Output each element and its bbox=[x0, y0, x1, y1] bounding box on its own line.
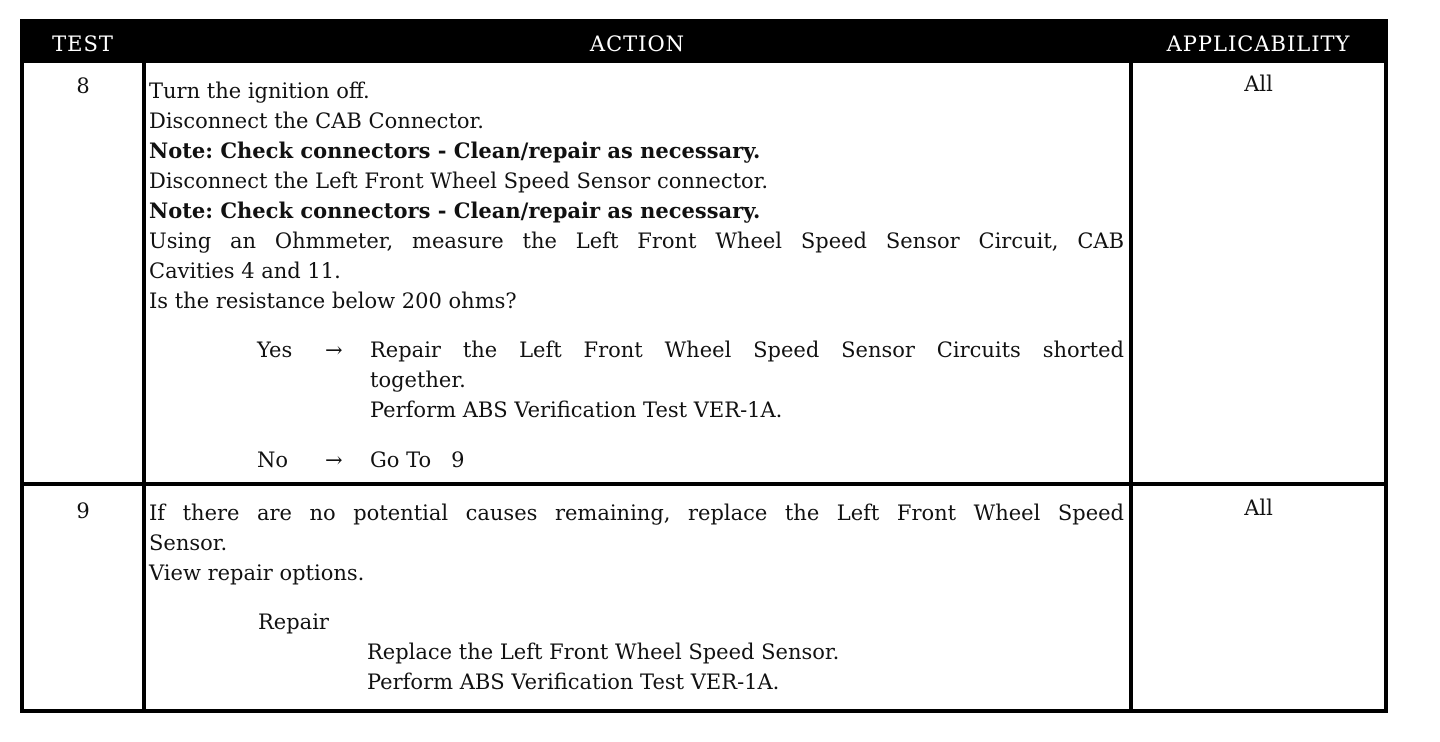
repair-text: Perform ABS Verification Test VER-1A. bbox=[367, 670, 780, 694]
header-applicability: APPLICABILITY bbox=[1166, 32, 1351, 56]
applicability-value: All bbox=[1244, 72, 1273, 96]
yes-text: together. bbox=[370, 368, 466, 392]
no-response bbox=[149, 445, 1124, 475]
row-divider bbox=[24, 482, 1384, 486]
action-line: Using an Ohmmeter, measure the Left Front Wheel Speed Sensor Circuit, CAB bbox=[149, 229, 1124, 253]
action-line: Cavities 4 and 11. bbox=[149, 259, 341, 283]
column-divider bbox=[142, 63, 146, 709]
arrow-icon: → bbox=[325, 338, 343, 362]
yes-label: Yes bbox=[257, 338, 293, 362]
yes-response bbox=[149, 335, 1124, 365]
action-cell bbox=[149, 76, 1124, 475]
action-question: Is the resistance below 200 ohms? bbox=[149, 289, 517, 313]
table-header bbox=[24, 23, 1384, 63]
test-number: 8 bbox=[76, 74, 90, 98]
arrow-icon: → bbox=[325, 448, 343, 472]
no-text: Go To 9 bbox=[370, 448, 465, 472]
action-note: Note: Check connectors - Clean/repair as necessary. bbox=[149, 138, 761, 163]
action-note: Note: Check connectors - Clean/repair as necessary. bbox=[149, 198, 761, 223]
no-label: No bbox=[257, 448, 289, 472]
action-line: Disconnect the Left Front Wheel Speed Sensor connector. bbox=[149, 169, 769, 193]
action-line: Sensor. bbox=[149, 531, 228, 555]
repair-text: Replace the Left Front Wheel Speed Sensor. bbox=[367, 640, 840, 664]
diagnostic-table bbox=[20, 19, 1388, 713]
yes-text: Perform ABS Verification Test VER-1A. bbox=[370, 398, 783, 422]
action-line: Turn the ignition off. bbox=[149, 79, 370, 103]
action-line: Disconnect the CAB Connector. bbox=[149, 109, 484, 133]
yes-text: Repair the Left Front Wheel Speed Sensor Circuits shorted bbox=[370, 338, 1124, 362]
applicability-value: All bbox=[1244, 496, 1273, 520]
action-line: If there are no potential causes remaining, replace the Left Front Wheel Speed bbox=[149, 501, 1124, 525]
header-action: ACTION bbox=[589, 32, 686, 56]
column-divider bbox=[1129, 63, 1133, 709]
action-cell bbox=[149, 498, 1124, 697]
action-line: View repair options. bbox=[149, 561, 365, 585]
repair-label: Repair bbox=[258, 610, 329, 634]
test-number: 9 bbox=[76, 499, 90, 523]
header-test: TEST bbox=[52, 32, 114, 56]
